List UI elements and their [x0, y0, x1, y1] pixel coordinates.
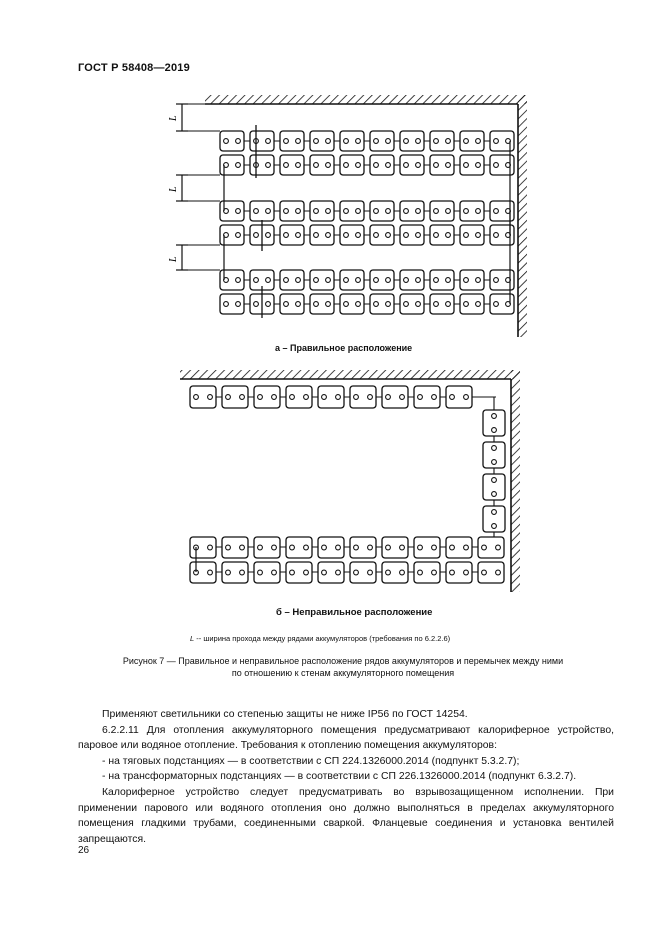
battery-cell	[286, 386, 312, 408]
wall-hatching	[518, 95, 527, 337]
battery-cell	[340, 155, 364, 175]
paragraph-heater-execution: Калориферное устройство следует предусматривать во взрывозащищенном исполнении. При применении парового или водяного отопления оно должно выполняться в пределах аккумуляторного помещения гладкими трубами, соединенными сваркой. Фланцевые соединения и установка вентилей запрещаются.	[78, 786, 614, 845]
battery-cell	[222, 386, 248, 408]
page-number: 26	[78, 845, 90, 856]
battery-cell	[340, 131, 364, 151]
dimension-L	[168, 175, 220, 201]
battery-cell	[350, 386, 376, 408]
battery-cell	[190, 386, 216, 408]
battery-cell	[430, 270, 454, 290]
battery-cell	[460, 155, 484, 175]
battery-cell	[286, 537, 312, 558]
battery-cell	[400, 270, 424, 290]
battery-rows-diagram-b	[190, 386, 505, 583]
battery-cell	[400, 294, 424, 314]
battery-cell	[310, 131, 334, 151]
wall-hatching	[511, 370, 520, 592]
battery-cell	[190, 562, 216, 583]
battery-cell	[310, 294, 334, 314]
battery-cell	[430, 225, 454, 245]
battery-cell	[280, 131, 304, 151]
battery-cell	[414, 537, 440, 558]
dimension-L	[168, 245, 220, 270]
list-item-transformer-substations: - на трансформаторных подстанциях — в соответствии с СП 226.1326000.2014 (подпункт 6.3.2.7).	[102, 771, 577, 783]
battery-cell	[460, 201, 484, 221]
battery-cell	[460, 131, 484, 151]
battery-cell	[318, 386, 344, 408]
battery-cell	[254, 386, 280, 408]
battery-cell	[430, 131, 454, 151]
list-item-traction-substations: - на тяговых подстанциях — в соответствии с СП 224.1326000.2014 (подпункт 5.3.2.7);	[102, 755, 520, 767]
battery-cell	[446, 386, 472, 408]
battery-cell	[340, 294, 364, 314]
battery-cell	[340, 225, 364, 245]
battery-cell	[483, 442, 505, 468]
wall-hatching	[205, 95, 527, 104]
battery-cell	[250, 155, 274, 175]
battery-cell	[460, 294, 484, 314]
figure-legend	[190, 634, 450, 643]
battery-cell	[430, 201, 454, 221]
battery-cell	[414, 562, 440, 583]
battery-cell	[254, 537, 280, 558]
battery-cell	[350, 562, 376, 583]
battery-cell	[340, 270, 364, 290]
battery-cell	[280, 201, 304, 221]
battery-cell	[190, 537, 216, 558]
battery-cell	[310, 201, 334, 221]
battery-cell	[280, 225, 304, 245]
battery-cell	[222, 537, 248, 558]
battery-cell	[220, 294, 244, 314]
paragraph-heating-requirements: 6.2.2.11 Для отопления аккумуляторного помещения предусматривают калориферное устройство, паровое или водяное отопление. Требования к отоплению помещения аккумуляторов:	[78, 724, 614, 752]
caption-incorrect-layout: б – Неправильное расположение	[276, 607, 433, 618]
battery-cell	[280, 155, 304, 175]
battery-cell	[310, 155, 334, 175]
battery-cell	[460, 225, 484, 245]
battery-cell	[400, 155, 424, 175]
battery-cell	[250, 201, 274, 221]
battery-cell	[478, 562, 504, 583]
battery-cell	[318, 537, 344, 558]
legend-symbol: L	[190, 634, 195, 643]
document-header: ГОСТ Р 58408—2019	[78, 62, 190, 74]
battery-cell	[350, 537, 376, 558]
battery-cell	[414, 386, 440, 408]
battery-cell	[483, 506, 505, 532]
battery-cell	[370, 131, 394, 151]
battery-cell	[222, 562, 248, 583]
battery-cell	[250, 131, 274, 151]
battery-cell	[220, 131, 244, 151]
battery-cell	[370, 155, 394, 175]
dimension-marks-diagram-a	[168, 104, 220, 270]
battery-cell	[310, 270, 334, 290]
legend-text: -- ширина прохода между рядами аккумуляторов (требования по 6.2.2.6)	[194, 634, 451, 643]
battery-cell	[483, 410, 505, 436]
battery-cell	[430, 155, 454, 175]
battery-cell	[400, 201, 424, 221]
battery-cell	[286, 562, 312, 583]
battery-cell	[446, 537, 472, 558]
battery-cell	[478, 537, 504, 558]
battery-cell	[400, 225, 424, 245]
battery-cell	[382, 562, 408, 583]
battery-cell	[400, 131, 424, 151]
paragraph-lighting: Применяют светильники со степенью защиты не ниже IP56 по ГОСТ 14254.	[102, 709, 468, 720]
battery-cell	[370, 225, 394, 245]
battery-cell	[318, 562, 344, 583]
body-text	[78, 707, 614, 847]
dimension-L	[168, 104, 220, 131]
battery-cell	[382, 386, 408, 408]
battery-cell	[280, 294, 304, 314]
battery-cell	[340, 201, 364, 221]
battery-cell	[370, 201, 394, 221]
battery-cell	[310, 225, 334, 245]
battery-cell	[446, 562, 472, 583]
battery-rows-diagram-a	[220, 125, 514, 318]
figure-title-line-1: Рисунок 7 — Правильное и неправильное расположение рядов аккумуляторов и перемычек между ними	[122, 656, 564, 666]
battery-cell	[430, 294, 454, 314]
battery-cell	[483, 474, 505, 500]
dimension-label: L	[168, 256, 179, 262]
battery-cell	[460, 270, 484, 290]
battery-cell	[280, 270, 304, 290]
wall-hatching	[180, 370, 520, 379]
dimension-label: L	[168, 115, 179, 121]
figure-title-line-2: по отношению к стенам аккумуляторного помещения	[231, 668, 455, 678]
caption-correct-layout: а – Правильное расположение	[275, 343, 413, 353]
battery-cell	[254, 562, 280, 583]
battery-cell	[382, 537, 408, 558]
figure-title	[78, 655, 608, 679]
battery-cell	[370, 270, 394, 290]
battery-cell	[370, 294, 394, 314]
dimension-label: L	[168, 186, 179, 192]
